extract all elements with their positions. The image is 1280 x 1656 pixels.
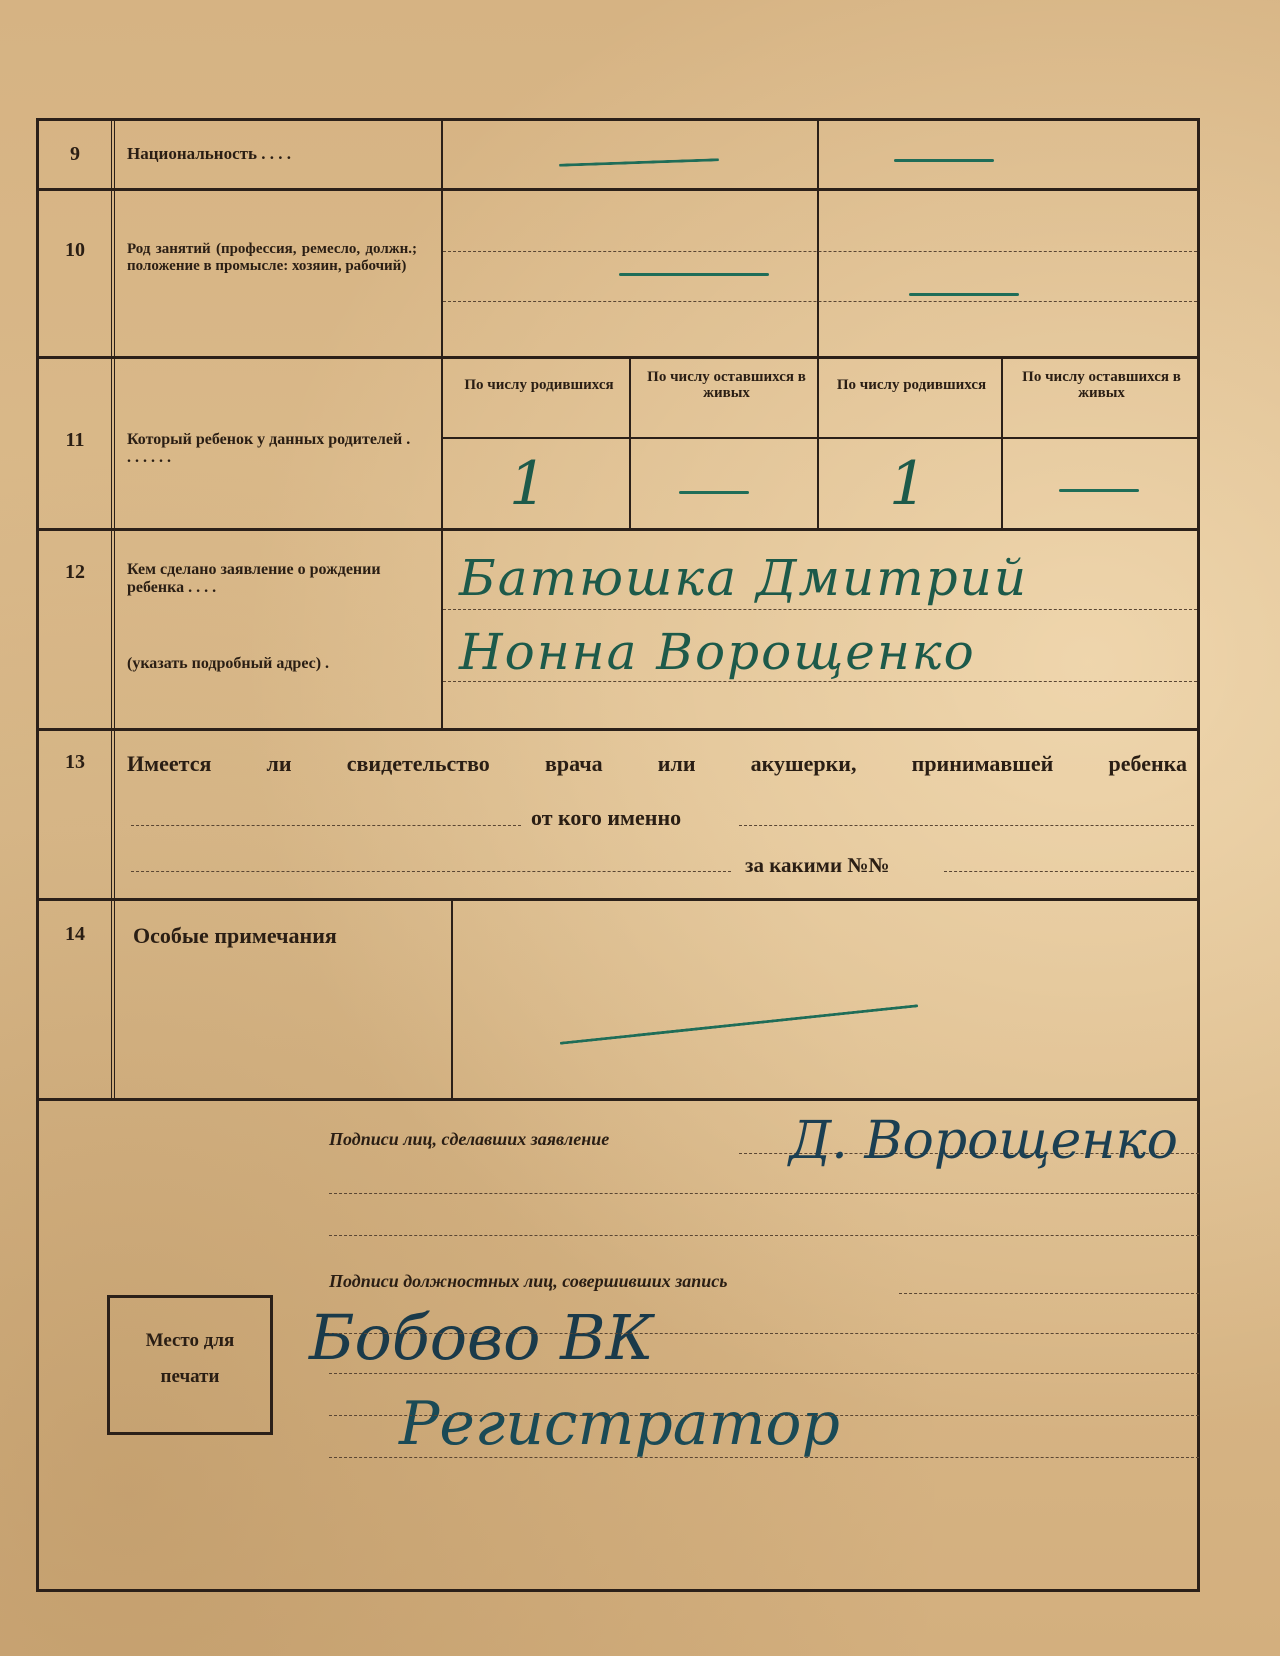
row-number: 12: [65, 561, 85, 583]
from-whom-label: от кого именно: [531, 805, 682, 830]
stamp-label: печати: [160, 1366, 220, 1387]
row-label: Род занятий (профессия, ремесло, должн.; положение в промысле: хозяин, рабочий): [127, 241, 417, 274]
numbers-label: за какими №№: [745, 853, 890, 877]
empty-mark: [1059, 489, 1139, 492]
row-label: Имеется ли свидетельство врача или акушерки, принимавшей ребенка: [127, 751, 1187, 776]
empty-mark: [894, 159, 994, 162]
column-header-born: По числу родившихся: [464, 377, 614, 393]
handwritten-declarant-name: Батюшка Дмитрий: [459, 549, 1029, 607]
handwritten-value: 1: [889, 449, 928, 519]
row-special-notes: [39, 901, 1197, 1101]
handwritten-declarant-name: Нонна Ворощенко: [459, 623, 976, 681]
empty-mark: [619, 273, 769, 276]
empty-mark: [559, 158, 719, 167]
civil-registry-form: [36, 118, 1200, 1592]
stamp-placeholder-box: [107, 1295, 273, 1435]
official-signature: Бобово ВК: [309, 1301, 654, 1374]
row-child-order: [39, 359, 1197, 531]
row-number: 11: [65, 429, 85, 451]
empty-mark: [560, 1004, 918, 1045]
handwritten-value: 1: [509, 449, 548, 519]
row-number: 9: [70, 143, 80, 165]
empty-mark: [679, 491, 749, 494]
official-signature: Регистратор: [399, 1389, 840, 1459]
row-nationality: [39, 121, 1197, 191]
stamp-label: Место для: [145, 1330, 235, 1351]
column-header-living: По числу оставшихся в живых: [647, 369, 806, 401]
row-number: 14: [65, 923, 85, 945]
row-number: 13: [65, 751, 85, 773]
row-label: Кем сделано заявление о рождении ребенка . . . .: [127, 561, 381, 596]
row-declarant: [39, 531, 1197, 731]
row-sublabel: (указать подробный адрес) .: [127, 655, 330, 672]
applicant-signature: Д. Ворощенко: [789, 1111, 1178, 1171]
column-header-living: По числу оставшихся в живых: [1022, 369, 1181, 401]
column-header-born: По числу родившихся: [836, 377, 987, 393]
row-number: 10: [65, 239, 85, 261]
row-occupation: [39, 191, 1197, 359]
row-label: Который ребенок у данных родителей . . . . . . .: [127, 431, 411, 466]
empty-mark: [909, 293, 1019, 296]
officials-signature-label: Подписи должностных лиц, совершивших запись: [329, 1271, 728, 1291]
row-label: Национальность . . . .: [127, 144, 291, 163]
row-certificate: [39, 731, 1197, 901]
row-label: Особые примечания: [133, 923, 337, 948]
applicants-signature-label: Подписи лиц, сделавших заявление: [329, 1129, 610, 1149]
